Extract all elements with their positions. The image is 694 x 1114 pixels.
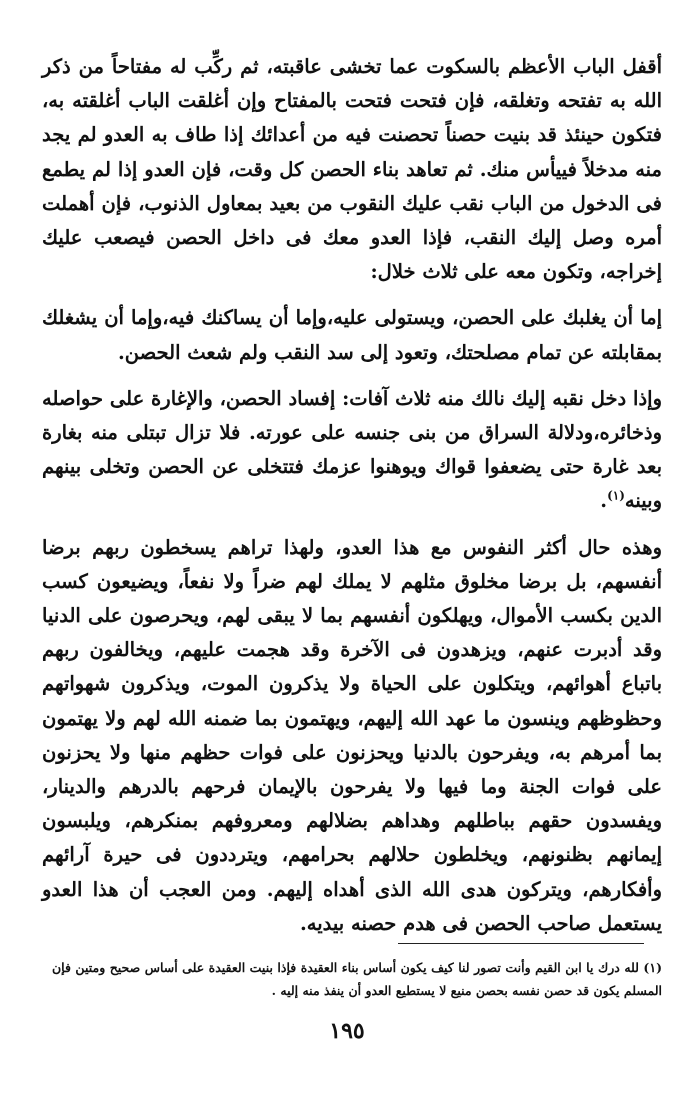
page-number: ١٩٥ [329, 1018, 365, 1044]
footnote-reference: (١) [607, 488, 625, 503]
paragraph-3-text: وإذا دخل نقبه إليك نالك منه ثلاث آفات: إفساد الحصن، والإغارة على حواصله وذخائره،ودلالة السراق من بنى جنسه على عورته. فلا تزال تبتلى منه بغارة بعد غارة حتى يضعفوا قواك ويوهنوا عزمك فتتخلى عن الحصن وتخلى بينهم وبينه [42, 386, 662, 513]
paragraph-2: إما أن يغلبك على الحصن، ويستولى عليه،وإما أن يساكنك فيه،وإما أن يشغلك بمقابلته عن تمام مصلحتك، وتعود إلى سد النقب ولم شعث الحصن. [42, 306, 662, 364]
footnote: (١) لله درك يا ابن القيم وأنت تصور لنا كيف يكون أساس بناء العقيدة فإذا بنيت العقيدة على أساس صحيح ومتين فإن المسلم يكون قد حصن نفسه بحصن منيع لا يستطيع العدو أن ينفذ منه إليه . [52, 960, 662, 998]
paragraph-1: أقفل الباب الأعظم بالسكوت عما تخشى عاقبته، ثم ركِّب له مفتاحاً من ذكر الله به تفتحه وتغلقه، فإن فتحت فتحت بالمفتاح وإن أغلقت الباب أغلقته به، فتكون حينئذ قد بنيت حصناً تحصنت فيه من أعدائك إذا طاف به العدو لم يجد منه مدخلاً فييأس منك. ثم تعاهد بناء الحصن كل وقت، فإن العدو إذا لم يطمع فى الدخول من الباب نقب عليك النقوب من بعيد بمعاول الذنوب، فإن أهملت أمره وصل إليك النقب، فإذا العدو معك فى داخل الحصن فيصعب عليك إخراجه، وتكون معه على ثلاث خلال: [42, 55, 662, 284]
footnote-divider [398, 943, 644, 944]
paragraph-4: وهذه حال أكثر النفوس مع هذا العدو، ولهذا تراهم يسخطون ربهم برضا أنفسهم، بل برضا مخلوق مثلهم لا يملك لهم ضراً ولا نفعاً، ويضيعون كسب الدين بكسب الأموال، ويهلكون أنفسهم بما لا يبقى لهم، ويحرصون على الدنيا وقد أدبرت عنهم، ويزهدون فى الآخرة وقد هجمت عليهم، ويخالفون ربهم باتباع أهوائهم، ويتكلون على الحياة ولا يذكرون الموت، ويذكرون شهواتهم وحظوظهم وينسون ما عهد الله إليهم، ويهتمون بما ضمنه الله لهم ولا يهتمون بما أمرهم به، ويفرحون بالدنيا ويحزنون على فوات حظهم منها ولا يحزنون على فوات الجنة وما فيها ولا يفرحون بالإيمان فرحهم بالدرهم والدينار، ويفسدون حقهم بباطلهم وهداهم بضلالهم ومعروفهم بمنكرهم، ويلبسون إيمانهم بظنونهم، ويخلطون حلالهم بحرامهم، ويترددون فى حيرة آرائهم وأفكارهم، ويتركون هدى الله الذى أهداه إليهم. ومن العجب أن هذا العدو يستعمل صاحب الحصن فى هدم حصنه بيديه. [42, 535, 662, 935]
main-text [42, 50, 662, 941]
paragraph-3: وإذا دخل نقبه إليك نالك منه ثلاث آفات: إفساد الحصن، والإغارة على حواصله وذخائره،ودلالة السراق من بنى جنسه على عورته. فلا تزال تبتلى منه بغارة بعد غارة حتى يضعفوا قواك ويوهنوا عزمك فتتخلى عن الحصن وتخلى بينهم وبينه$^{(١)}$. [42, 386, 662, 513]
